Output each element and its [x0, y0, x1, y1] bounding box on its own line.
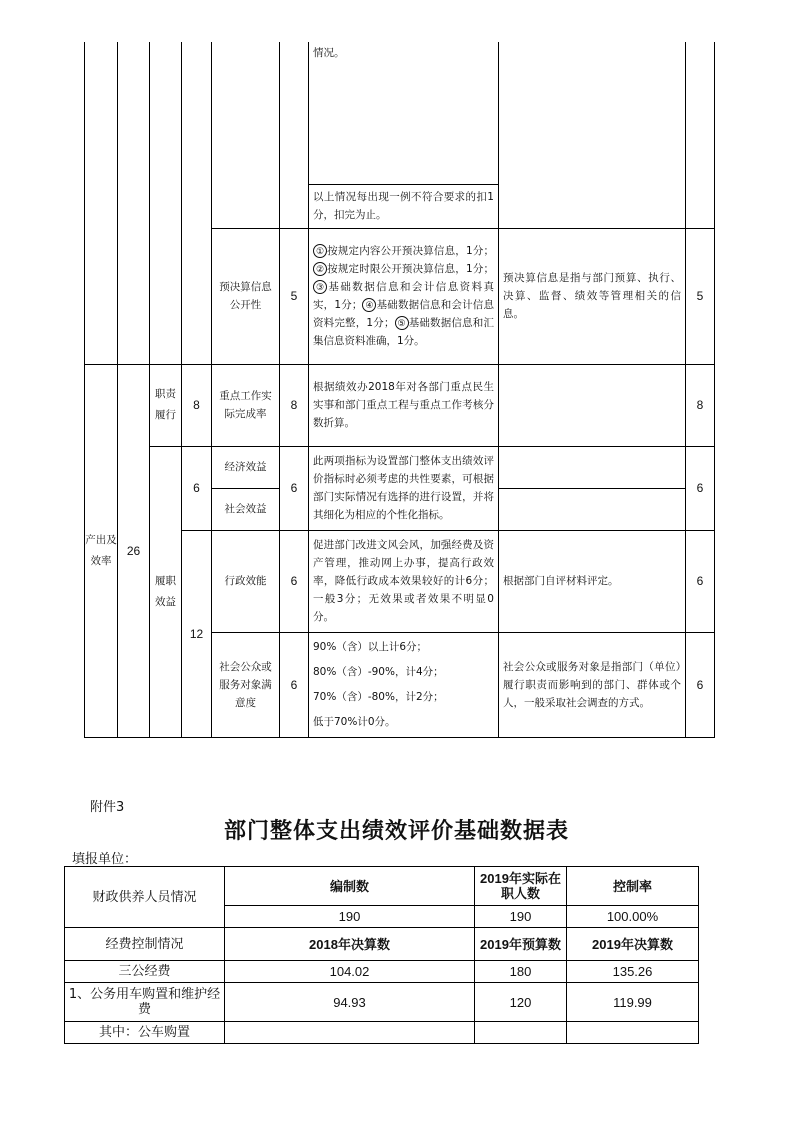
final-score: 6: [686, 446, 715, 530]
indicator-name: 预决算信息公开性: [212, 228, 280, 364]
standard-line: 80%（含）-90%，计4分；: [313, 665, 444, 678]
row-label: 其中：公车购置: [65, 1022, 225, 1044]
final-score: 6: [686, 632, 715, 737]
basic-data-table: [64, 866, 699, 1044]
indicator-name: 社会公众或服务对象满意度: [212, 632, 280, 737]
annex-label: 附件3: [90, 800, 125, 815]
cost-label: 经费控制情况: [65, 928, 225, 961]
level1-score: 26: [118, 364, 150, 737]
standard-line: 90%（含）以上计6分；: [313, 640, 428, 653]
table-cell: 94.93: [225, 983, 475, 1022]
standard-line: 基础数据信息和会计信息资料完整，1分；: [313, 299, 494, 329]
table-cell: 190: [225, 906, 475, 928]
satisfaction-standard: [309, 632, 499, 737]
standard-line: 按规定时限公开预决算信息，1分；: [327, 263, 494, 275]
indicator-standard: 促进部门改进文风会风，加强经费及资产管理，推动网上办事，提高行政效率，降低行政成本效果较好的计6分；一般3分；无效果或者效果不明显0分。: [309, 530, 499, 632]
row-label: 1、公务用车购置和维护经费: [65, 983, 225, 1022]
standard-line: 基础数据信息和汇集信息资料准确，1分。: [313, 317, 494, 347]
header-2019-final: 2019年决算数: [567, 928, 699, 961]
staff-label: 财政供养人员情况: [65, 867, 225, 928]
indicator-score: 5: [280, 228, 309, 364]
indicator-standard: 根据绩效办2018年对各部门重点民生实事和部门重点工程与重点工作考核分数折算。: [309, 364, 499, 446]
circled-number-3: ③: [313, 280, 327, 294]
final-score: 5: [686, 228, 715, 364]
indicator-note: 预决算信息是指与部门预算、执行、决算、监督、绩效等管理相关的信息。: [499, 228, 686, 364]
standard-line: 基础数据信息和会计信息资料真实，1分；: [313, 281, 494, 311]
header-2018-final: 2018年决算数: [225, 928, 475, 961]
level2-score: 6: [182, 446, 212, 530]
standard-cell: 情况。: [309, 42, 499, 184]
table-cell: 190: [475, 906, 567, 928]
indicator-note: 社会公众或服务对象是指部门（单位）履行职责而影响到的部门、群体或个人，一般采取社会调查的方式。: [499, 632, 686, 737]
standard-line: 70%（含）-80%，计2分；: [313, 690, 444, 703]
table-cell: [475, 1022, 567, 1044]
indicator-name: 重点工作实际完成率: [212, 364, 280, 446]
level2-indicator: 职责履行: [150, 364, 182, 446]
filler-unit-label: 填报单位：: [72, 852, 138, 867]
scoring-table: [84, 42, 715, 738]
standard-line: 按规定内容公开预决算信息，1分；: [327, 245, 494, 257]
table-cell: 100.00%: [567, 906, 699, 928]
indicator-score: 6: [280, 530, 309, 632]
indicator-standard: 此两项指标为设置部门整体支出绩效评价指标时必须考虑的共性要素，可根据部门实际情况有选择的进行设置，并将其细化为相应的个性化指标。: [309, 446, 499, 530]
level1-indicator: 产出及效率: [85, 364, 118, 737]
final-score: 6: [686, 530, 715, 632]
header-establishment: 编制数: [225, 867, 475, 906]
table-cell: 119.99: [567, 983, 699, 1022]
indicator-name: 行政效能: [212, 530, 280, 632]
level2-indicator: 履职效益: [150, 446, 182, 737]
table-cell: [225, 1022, 475, 1044]
page-title: 部门整体支出绩效评价基础数据表: [223, 818, 569, 844]
circled-number-2: ②: [313, 262, 327, 276]
level2-score: 8: [182, 364, 212, 446]
table-cell: 104.02: [225, 961, 475, 983]
table-cell: 120: [475, 983, 567, 1022]
table-cell: [567, 1022, 699, 1044]
indicator-score: 6: [280, 632, 309, 737]
indicator-score: 8: [280, 364, 309, 446]
deduction-rule: 以上情况每出现一例不符合要求的扣1分，扣完为止。: [309, 184, 499, 228]
circled-number-5: ⑤: [395, 316, 409, 330]
budget-standard: [309, 228, 499, 364]
indicator-note: 根据部门自评材料评定。: [499, 530, 686, 632]
table-cell: 180: [475, 961, 567, 983]
header-2019-budget: 2019年预算数: [475, 928, 567, 961]
final-score: 8: [686, 364, 715, 446]
circled-number-1: ①: [313, 244, 327, 258]
standard-line: 低于70%计0分。: [313, 715, 396, 728]
circled-number-4: ④: [362, 298, 376, 312]
table-cell: 135.26: [567, 961, 699, 983]
header-control-rate: 控制率: [567, 867, 699, 906]
indicator-name: 经济效益: [212, 446, 280, 488]
indicator-name: 社会效益: [212, 488, 280, 530]
indicator-score: 6: [280, 446, 309, 530]
header-actual-staff: 2019年实际在职人数: [475, 867, 567, 906]
level2-score: 12: [182, 530, 212, 737]
row-label: 三公经费: [65, 961, 225, 983]
